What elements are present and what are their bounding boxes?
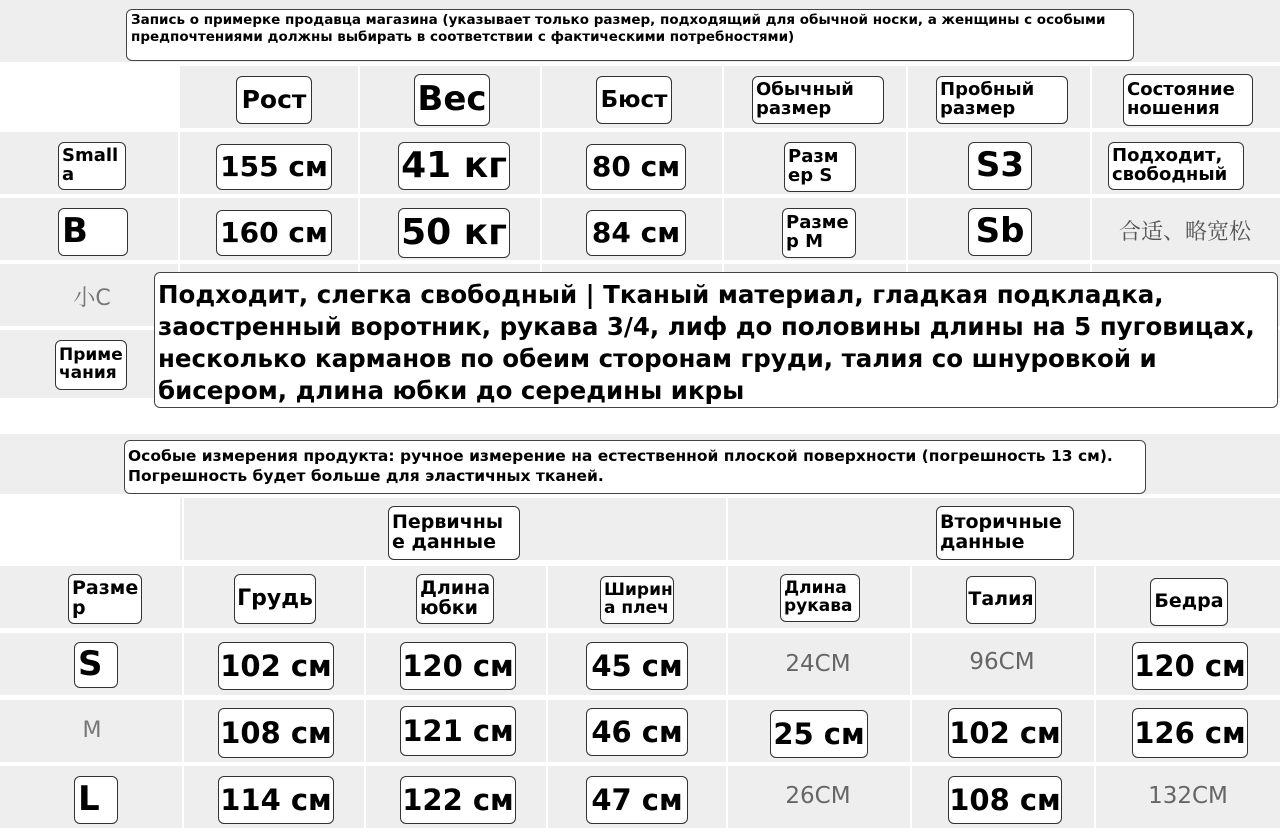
size-row-s-skirt: 120 см [400,642,516,690]
header-hips: Бедра [1150,578,1228,626]
group-secondary-data: Вторичные данные [936,506,1074,560]
size-row-l-label: L [74,776,118,824]
header-waist: Талия [966,576,1036,624]
size-row-s-label: S [74,642,118,688]
header-skirt-length: Длина юбки [416,574,494,624]
fit-row-b-weight: 50 кг [398,208,510,258]
fit-row-b-bust: 84 см [586,210,686,256]
fit-row-a-usual-size: Разм ер S [784,142,856,192]
size-row-l-sleeve: 26CM [785,783,851,809]
size-row-l-chest: 114 см [218,776,334,824]
size-row-m-waist: 102 см [948,708,1062,758]
size-row-s-waist: 96CM [969,649,1035,675]
fit-row-b-height: 160 см [216,210,332,256]
header-chest: Грудь [234,574,316,624]
size-row-s-sleeve: 24CM [785,651,851,677]
size-row-s-hips: 120 см [1132,642,1248,690]
header-size: Разме р [68,574,142,624]
size-row-m-shoulder: 46 см [586,708,688,756]
header-wear-status: Состояние ношения [1123,74,1253,126]
header-trial-size: Пробный размер [936,76,1068,124]
fit-row-a-height: 155 см [216,144,332,190]
size-row-s-shoulder: 45 см [586,642,688,690]
size-row-s-chest: 102 см [218,642,334,690]
fitting-record-note: Запись о примерке продавца магазина (указывает только размер, подходящий для обычной носки, а женщины с особыми предпочтениями должны выбирать в соответствии с фактическими потребностями) [126,9,1134,61]
header-height: Рост [236,76,312,124]
fit-row-a-status: Подходит, свободный [1108,142,1244,190]
remarks-text: Подходит, слегка свободный | Тканый материал, гладкая подкладка, заостренный воротник, рукава 3/4, лиф до половины длины на 5 пуговицах, несколько карманов по обеим сторонам груди, талия со шнуровкой и бисером, длина юбки до середины икры [154,272,1278,408]
size-row-l-skirt: 122 см [400,776,516,824]
fit-row-a-trial-size: S3 [968,142,1032,190]
header-usual-size: Обычный размер [752,76,884,124]
header-weight: Вес [414,74,490,126]
size-row-m-skirt: 121 см [400,706,516,756]
fit-row-c-name: 小C [73,285,111,311]
fit-row-b-trial-size: Sb [968,208,1032,256]
fit-row-b-status: 合适、略宽松 [1118,219,1251,245]
header-bust: Бюст [596,76,672,124]
header-sleeve-length: Длина рукава [780,574,860,622]
fit-row-a-bust: 80 см [586,144,686,190]
fit-row-b-name: B [58,208,128,256]
fit-row-a-name: Small a [58,142,126,190]
size-row-l-shoulder: 47 см [586,776,688,824]
size-row-m-hips: 126 см [1132,708,1248,758]
size-row-l-hips: 132CM [1148,783,1228,809]
measurement-note: Особые измерения продукта: ручное измерение на естественной плоской поверхности (погрешность 13 см). Погрешность будет больше для эластичных тканей. [124,440,1146,494]
fit-row-a-weight: 41 кг [398,142,510,190]
remarks-label: Приме чания [55,340,127,390]
size-row-l-waist: 108 см [948,776,1062,824]
fit-row-b-usual-size: Разме р M [782,208,856,258]
size-row-m-sleeve: 25 см [770,710,868,758]
size-row-m-label: M [82,717,102,743]
size-row-m-chest: 108 см [218,708,334,758]
header-shoulder-width: Ширин а плеч [600,576,674,624]
group-primary-data: Первичны е данные [388,506,520,560]
